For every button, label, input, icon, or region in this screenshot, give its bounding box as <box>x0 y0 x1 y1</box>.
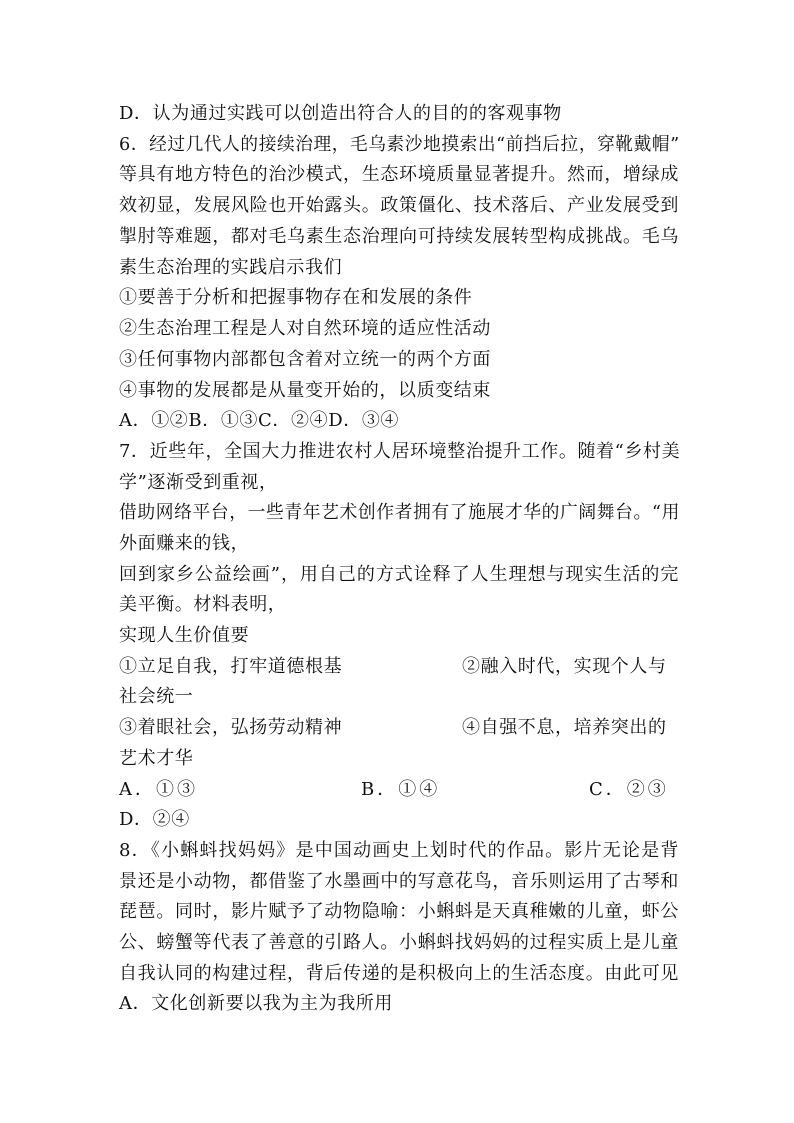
q7-statement-3: ③着眼社会，弘扬劳动精神 <box>119 717 343 738</box>
q7-statement-4-continued: 艺术才华 <box>119 748 194 769</box>
q8-option-a: A．文化创新要以我为主为我所用 <box>119 993 393 1014</box>
q6-stem-line: 等具有地方特色的治沙模式，生态环境质量显著提升。然而，增绿成 <box>119 164 679 185</box>
q8-stem-line: 景还是小动物，都借鉴了水墨画中的写意花鸟，音乐则运用了古琴和 <box>119 871 679 892</box>
q7-stem-line: 学”逐渐受到重视， <box>119 472 278 493</box>
q6-stem-line: 6．经过几代人的接续治理，毛乌素沙地摸索出“前挡后拉，穿靴戴帽” <box>119 134 680 155</box>
q8-stem-line: 8．《小蝌蚪找妈妈》是中国动画史上划时代的作品。影片无论是背 <box>119 840 679 861</box>
q7-statement-2: ②融入时代，实现个人与 <box>462 656 667 677</box>
q8-stem-line: 公、螃蟹等代表了善意的引路人。小蝌蚪找妈妈的过程实质上是儿童 <box>119 932 679 953</box>
q7-stem-line: 外面赚来的钱， <box>119 533 250 554</box>
q6-statement-1: ①要善于分析和把握事物存在和发展的条件 <box>119 287 473 308</box>
q7-stem-line: 7．近些年，全国大力推进农村人居环境整治提升工作。随着“乡村美 <box>119 441 681 462</box>
q7-statement-4: ④自强不息，培养突出的 <box>462 717 667 738</box>
q7-stem-line: 美平衡。材料表明， <box>119 594 287 615</box>
q7-stem-line: 借助网络平台，一些青年艺术创作者拥有了施展才华的广阔舞台。“用 <box>119 502 680 523</box>
q7-stem-line: 实现人生价值要 <box>119 625 250 646</box>
q6-stem-line: 效初显，发展风险也开始露头。政策僵化、技术落后、产业发展受到 <box>119 195 679 216</box>
q7-option-d: D．②④ <box>119 809 190 830</box>
q6-stem-line: 掣肘等难题，都对毛乌素生态治理向可持续发展转型构成挑战。毛乌 <box>119 226 679 247</box>
q6-options: A．①②B．①③C．②④D．③④ <box>119 410 400 431</box>
q7-statement-1: ①立足自我，打牢道德根基 <box>119 656 343 677</box>
q7-statement-2-continued: 社会统一 <box>119 686 194 707</box>
q7-option-b: B．①④ <box>361 779 441 800</box>
q6-statement-2: ②生态治理工程是人对自然环境的适应性活动 <box>119 318 491 339</box>
q6-statement-3: ③任何事物内部都包含着对立统一的两个方面 <box>119 349 491 370</box>
q5-option-d: D．认为通过实践可以创造出符合人的目的的客观事物 <box>119 103 562 124</box>
q7-stem-line: 回到家乡公益绘画”，用自己的方式诠释了人生理想与现实生活的完 <box>119 564 679 585</box>
q7-option-a: A．①③ <box>119 779 198 800</box>
q6-stem-line: 素生态治理的实践启示我们 <box>119 257 343 278</box>
q7-option-c: C．②③ <box>589 779 669 800</box>
q8-stem-line: 自我认同的构建过程，背后传递的是积极向上的生活态度。由此可见 <box>119 963 679 984</box>
q6-statement-4: ④事物的发展都是从量变开始的，以质变结束 <box>119 380 491 401</box>
q8-stem-line: 琵琶。同时，影片赋予了动物隐喻：小蝌蚪是天真稚嫩的儿童，虾公 <box>119 901 679 922</box>
